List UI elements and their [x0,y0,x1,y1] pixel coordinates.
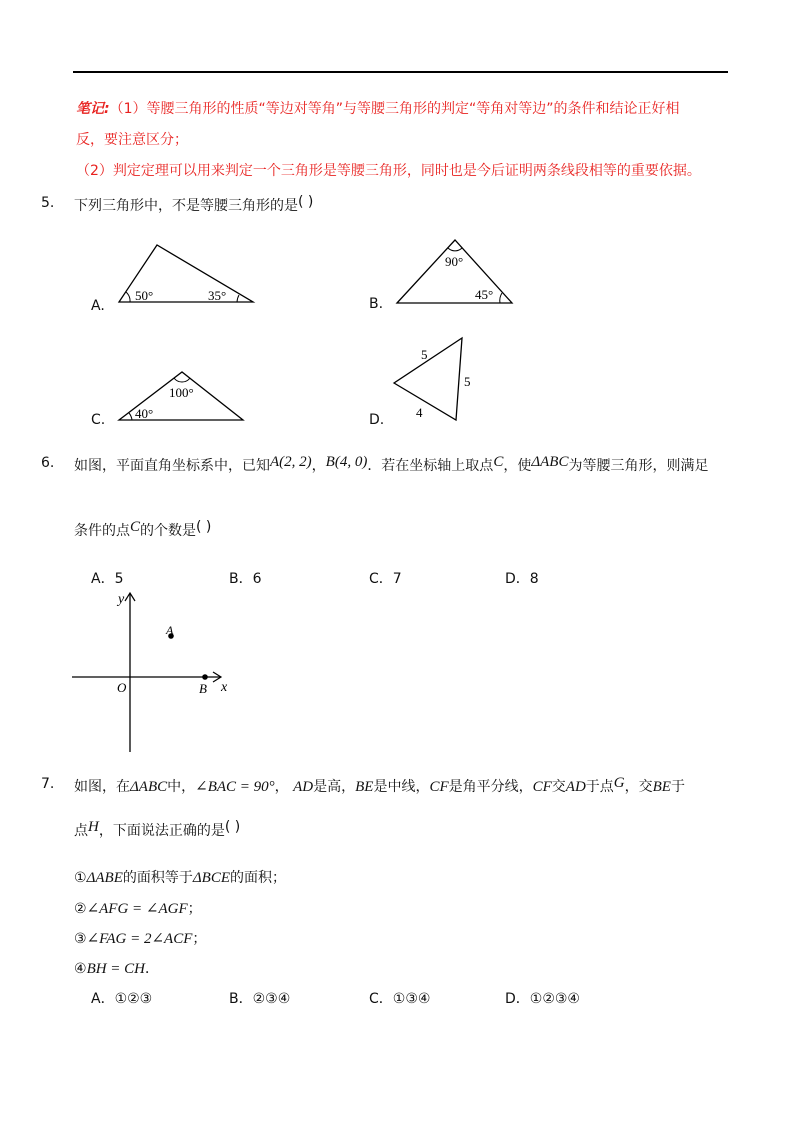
q7-text-2: 中， [167,779,196,795]
q7-seg-be: BE [355,779,374,795]
q5-c-angle-40: 40° [135,406,154,421]
q6-number: 6. [41,455,55,471]
q7-s4-math: BH = CH [86,961,146,977]
q7-statement-4 [74,958,159,978]
q7-text-12: ，下面说法正确的是 [98,823,225,839]
q7-seg-ad: AD [293,779,314,795]
q6-text-3: ，使 [503,458,532,474]
q7-option-b: B．②③④ [229,991,291,1007]
q7-text-7: 交 [551,779,566,795]
note-line-1 [76,98,680,118]
q7-s4-marker: ④ [74,961,87,977]
q6-point-b-dot [202,674,208,680]
note-lead: 笔记: [76,101,110,117]
q7-text-11: 点 [74,823,88,839]
q7-statement-2 [74,898,202,918]
q7-s2-end: ； [187,901,202,917]
q6-y-label: y [118,592,125,607]
q7-point-g: G [613,775,625,791]
q7-text-9: ，交 [624,779,653,795]
q5-answer-paren: ( ) [298,194,314,210]
q7-seg-cf: CF [429,779,449,795]
q5-d-side-top: 5 [421,347,428,362]
q7-s1-text-2: 的面积； [230,870,286,886]
q7-line-1 [74,776,685,796]
q6-text-5: 条件的点 [74,523,130,539]
q7-seg-cf-2: CF [532,779,552,795]
q7-s1-bce: ΔBCE [192,870,230,886]
q5-d-side-bottom: 4 [416,405,423,420]
q7-number: 7. [41,776,55,792]
q7-option-a: A．①②③ [91,991,153,1007]
q5-option-a-label: A. [91,298,105,314]
q7-seg-be-2: BE [652,779,671,795]
q5-stem-text: 下列三角形中，不是等腰三角形的是 [74,198,298,214]
q5-a-angle-50: 50° [135,288,154,303]
q7-s3-end: ； [192,931,207,947]
q7-text-8: 于点 [585,779,614,795]
q7-angle-bac: ∠BAC = 90° [195,779,275,795]
q7-text-3: ， [274,779,289,795]
q6-point-b: B(4, 0) [325,454,368,470]
q6-option-d: D．8 [505,571,539,587]
q6-line-1 [74,455,708,475]
q5-b-angle-90: 90° [445,254,464,269]
q7-option-c: C．①③④ [369,991,431,1007]
q6-origin-label: O [117,680,127,695]
q6-text-2: ．若在坐标轴上取点 [367,458,494,474]
q5-c-angle-100: 100° [169,385,194,400]
q5-triangle-a [110,238,270,318]
q6-x-label: x [221,680,228,695]
q5-number: 5. [41,195,55,211]
q5-stem [74,195,313,215]
q7-s1-abe: ΔABE [86,870,123,886]
q7-text-4: 是高， [313,779,356,795]
q7-text-1: 如图，在 [74,779,130,795]
q6-comma: ， [311,458,326,474]
q7-answer-paren: ( ) [224,819,241,835]
q5-triangle-d [388,330,478,425]
q6-option-b: B．6 [229,571,262,587]
q7-s3-math: ∠FAG = 2∠ACF [86,931,193,947]
q7-s1-text: 的面积等于 [122,870,193,886]
q6-option-a: A．5 [91,571,124,587]
q5-option-b-label: B. [369,296,384,312]
q7-text-6: 是角平分线， [448,779,533,795]
q6-text-4: 为等腰三角形，则满足 [568,458,709,474]
q6-point-c-2: C [130,519,141,535]
q5-triangle-b [390,232,520,312]
q6-option-c: C．7 [369,571,402,587]
q7-point-h: H [88,819,99,835]
q6-a-label: A [166,623,174,637]
q6-answer-paren: ( ) [196,519,212,535]
q7-seg-ad-2: AD [565,779,586,795]
q5-b-angle-45: 45° [475,287,494,302]
q6-coordinate-graph [68,588,238,756]
header-rule [73,71,728,73]
q7-s1-marker: ① [74,870,87,886]
q7-triangle-abc: ΔABC [130,779,168,795]
q7-statement-3 [74,928,206,948]
q7-option-d: D．①②③④ [505,991,580,1007]
q7-s2-math: ∠AFG = ∠AGF [86,901,188,917]
q6-text-1: 如图，平面直角坐标系中，已知 [74,458,270,474]
q6-point-c: C [493,454,504,470]
q6-text-6: 的个数是 [140,523,197,539]
q7-s4-end: ． [145,961,160,977]
q6-line-2 [74,520,211,540]
q7-statement-1 [74,867,286,887]
note-text-1: （1）等腰三角形的性质“等边对等角”与等腰三角形的判定“等角对等边”的条件和结论正好相 [109,101,680,117]
q5-triangle-c [110,362,255,427]
note-line-1b: 反，要注意区分； [76,132,188,148]
note-line-2: （2）判定定理可以用来判定一个三角形是等腰三角形，同时也是今后证明两条线段相等的重要依据。 [76,163,701,179]
q7-line-2 [74,820,240,840]
q7-text-5: 是中线， [373,779,430,795]
q7-s3-marker: ③ [74,931,87,947]
q6-b-label: B [199,681,207,696]
q5-d-side-right: 5 [464,374,471,389]
q5-option-d-label: D. [369,412,385,428]
q5-a-angle-35: 35° [208,288,227,303]
q7-text-10: 于 [670,779,685,795]
q6-point-a: A(2, 2) [270,454,312,470]
q7-s2-marker: ② [74,901,87,917]
q6-triangle-abc: ΔABC [531,454,569,470]
q5-option-c-label: C. [91,412,106,428]
